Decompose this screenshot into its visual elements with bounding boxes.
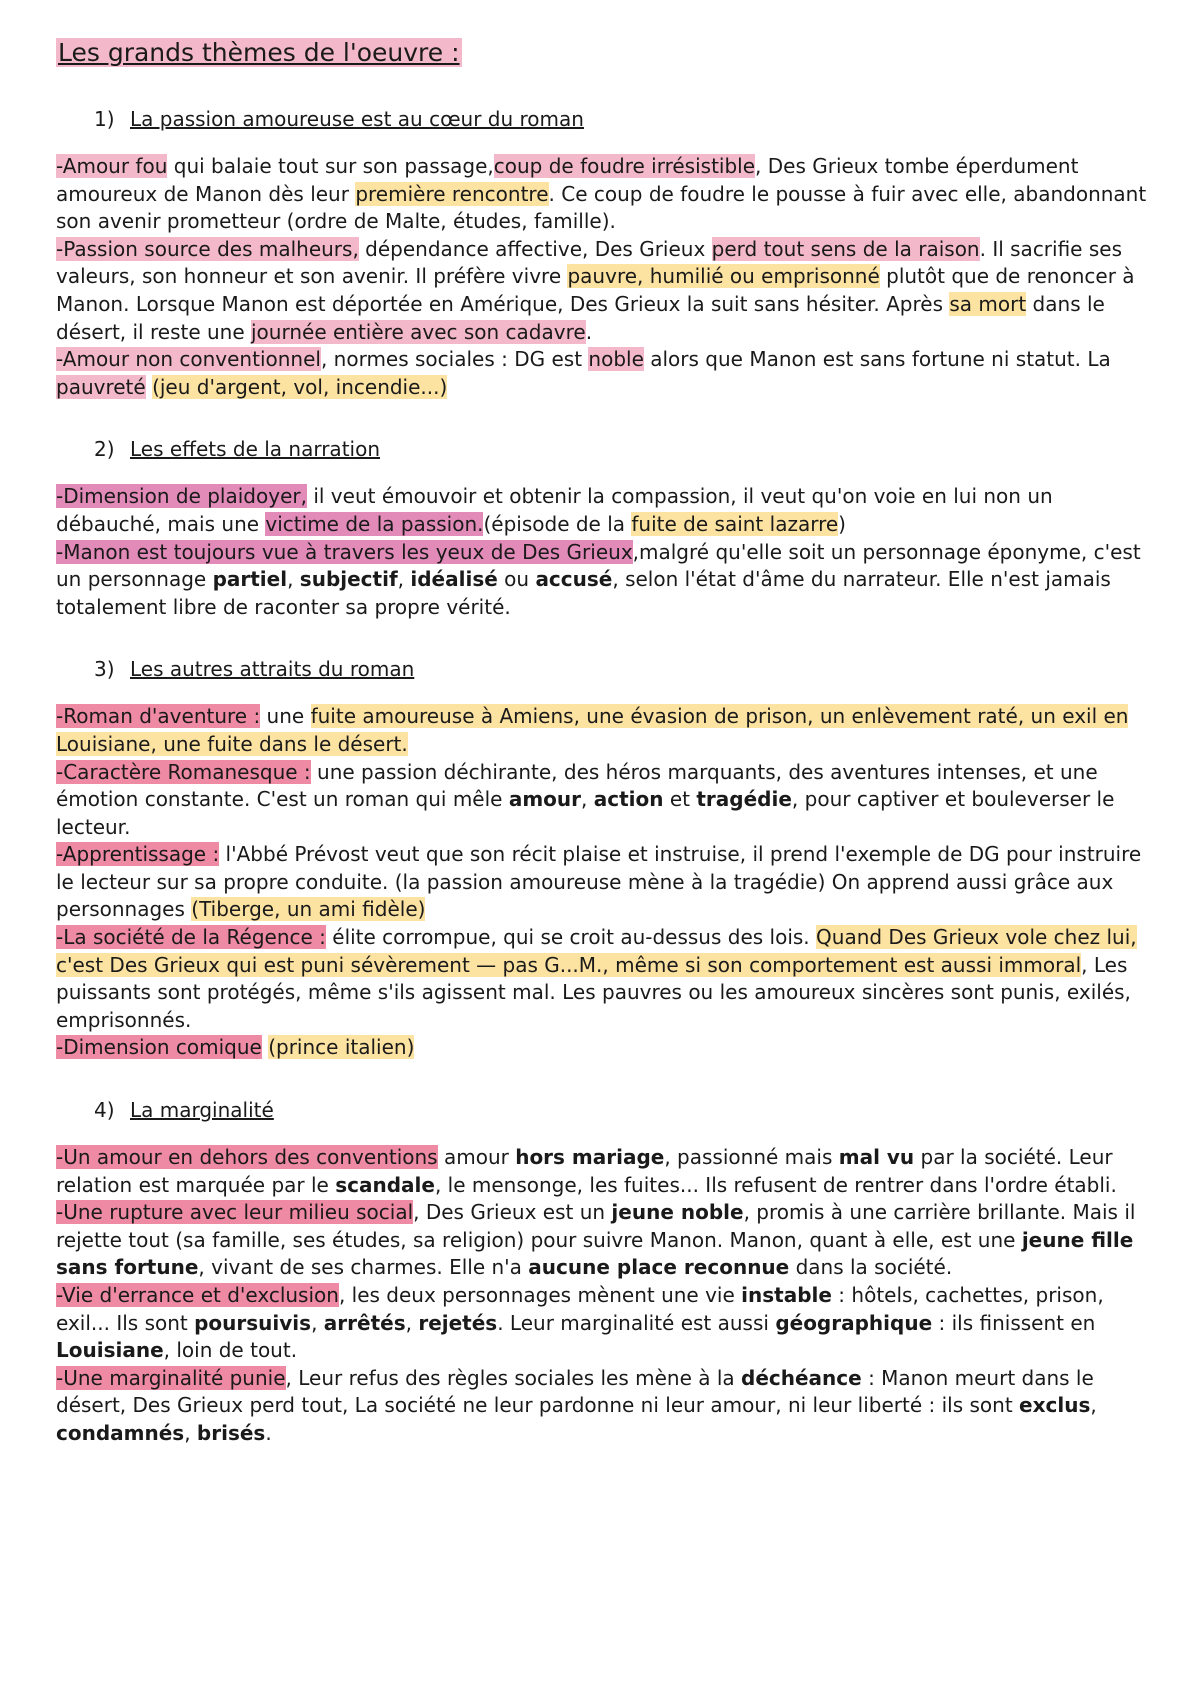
text-run: par la société. Leur relation est marquée par le bbox=[56, 1145, 1113, 1197]
text-run: qui balaie tout sur son passage, bbox=[167, 154, 494, 178]
highlighted-text: (jeu d'argent, vol, incendie...) bbox=[152, 374, 448, 399]
bold-text: action bbox=[593, 787, 664, 812]
text-run: , Leur refus des règles sociales les mène à la bbox=[285, 1365, 742, 1390]
text-run: il veut émouvoir et obtenir la compassion, il veut qu'on voie en lui non un débauché, mais une bbox=[56, 484, 1053, 536]
highlighted-text: -Amour non conventionnel bbox=[56, 347, 321, 372]
section-number: 2) bbox=[94, 437, 115, 462]
bold-text: mal vu bbox=[838, 1145, 915, 1170]
highlighted-text: victime de la passion. bbox=[265, 511, 484, 536]
text-run: , bbox=[405, 1310, 419, 1335]
bold-text: condamnés bbox=[56, 1420, 185, 1445]
paragraph bbox=[56, 1144, 1160, 1199]
bold-text: rejetés bbox=[418, 1310, 498, 1335]
text-run: : Manon meurt dans le désert, Des Grieux perd tout, La société ne leur pardonne ni leur amour, ni leur liberté : ils sont bbox=[56, 1365, 1094, 1418]
paragraph bbox=[56, 1365, 1160, 1448]
section-spacer bbox=[56, 1448, 1160, 1466]
text-run: dépendance affective, Des Grieux bbox=[358, 236, 712, 261]
bold-text: déchéance bbox=[741, 1365, 862, 1390]
bold-text: arrêtés bbox=[323, 1310, 406, 1335]
text-run: l'Abbé Prévost veut que son récit plaise et instruise, il prend l'exemple de DG pour instruire le lecteur sur sa propre conduite. (la passion amoureuse mène à la tragédie) On apprend aussi grâce aux personnages bbox=[56, 842, 1142, 922]
section-number: 4) bbox=[94, 1098, 115, 1123]
section-title: La passion amoureuse est au cœur du roman bbox=[130, 107, 584, 131]
paragraph bbox=[56, 539, 1160, 622]
section-spacer bbox=[56, 401, 1160, 419]
highlighted-text: Quand Des Grieux vole chez lui, c'est Des Grieux qui est puni sévèrement — pas G...M., même si son comportement est aussi immoral bbox=[56, 925, 1137, 977]
paragraph bbox=[56, 153, 1160, 236]
highlighted-text: noble bbox=[588, 347, 644, 372]
highlighted-text: journée entière avec son cadavre bbox=[251, 319, 586, 344]
text-run: , normes sociales : DG est bbox=[320, 347, 589, 372]
bold-text: aucune place reconnue bbox=[528, 1255, 790, 1280]
text-run: , Des Grieux est un bbox=[413, 1200, 612, 1225]
text-run: , bbox=[397, 567, 411, 592]
bold-text: Louisiane bbox=[56, 1338, 164, 1363]
bold-text: idéalisé bbox=[410, 567, 498, 592]
highlighted-text: -Vie d'errance et d'exclusion bbox=[56, 1283, 339, 1307]
text-run: ou bbox=[497, 567, 536, 592]
highlighted-text: perd tout sens de la raison bbox=[711, 236, 980, 261]
text-run: alors que Manon est sans fortune ni statut. La bbox=[643, 347, 1111, 372]
text-run: . Leur marginalité est aussi bbox=[497, 1310, 776, 1335]
text-run: . Ce coup de foudre le pousse à fuir avec elle, abandonnant son avenir prometteur (ordre de Malte, études, famille). bbox=[56, 181, 1147, 234]
section-heading bbox=[94, 437, 1160, 461]
text-run: . bbox=[585, 319, 593, 344]
section-title: Les effets de la narration bbox=[130, 437, 380, 462]
highlighted-text: -Roman d'aventure : bbox=[56, 704, 261, 729]
section-title: La marginalité bbox=[130, 1098, 274, 1123]
text-run: , Les puissants sont protégés, même s'ils agissent mal. Les pauvres ou les amoureux sincères sont punis, exilés, emprisonnés. bbox=[56, 952, 1131, 1032]
text-run: une bbox=[260, 704, 311, 729]
paragraph bbox=[56, 483, 1160, 538]
paragraph bbox=[56, 346, 1160, 401]
text-run: , bbox=[311, 1310, 324, 1335]
text-run: , bbox=[287, 567, 300, 592]
highlighted-text: (Tiberge, un ami fidèle) bbox=[191, 897, 426, 922]
highlighted-text: sa mort bbox=[949, 291, 1027, 316]
text-run: . bbox=[265, 1420, 272, 1445]
highlighted-text: -Dimension comique bbox=[56, 1035, 262, 1060]
paragraph bbox=[56, 1199, 1160, 1282]
bold-text: jeune fille sans fortune bbox=[56, 1227, 1134, 1280]
highlighted-text: pauvreté bbox=[56, 374, 146, 399]
text-run: élite corrompue, qui se croit au-dessus des lois. bbox=[325, 925, 817, 950]
bold-text: partiel bbox=[212, 567, 288, 592]
section-heading bbox=[94, 657, 1160, 681]
highlighted-text: fuite amoureuse à Amiens, une évasion de prison, un enlèvement raté, un exil en Louisiane, une fuite dans le désert. bbox=[56, 704, 1129, 756]
paragraph bbox=[56, 924, 1160, 1034]
text-run: , promis à une carrière brillante. Mais il rejette tout (sa famille, ses études, sa religion) pour suivre Manon. Manon, quant à elle, est une bbox=[56, 1200, 1136, 1252]
text-run: , les deux personnages mènent une vie bbox=[338, 1283, 742, 1307]
section-spacer bbox=[56, 621, 1160, 639]
paragraph bbox=[56, 236, 1160, 346]
highlighted-text: première rencontre bbox=[355, 181, 549, 206]
bold-text: géographique bbox=[775, 1310, 933, 1335]
sections-container bbox=[56, 107, 1160, 1466]
bold-text: poursuivis bbox=[194, 1310, 312, 1335]
highlighted-text: -Amour fou bbox=[56, 154, 168, 178]
paragraph bbox=[56, 841, 1160, 924]
section-heading bbox=[94, 107, 1160, 131]
text-run: . Il sacrifie ses valeurs, son honneur et son avenir. Il préfère vivre bbox=[56, 236, 1122, 289]
section-spacer bbox=[56, 1062, 1160, 1080]
text-run: plutôt que de renoncer à Manon. Lorsque Manon est déportée en Amérique, Des Grieux la suit sans hésiter. Après bbox=[56, 264, 1135, 316]
section-number: 3) bbox=[94, 657, 115, 682]
text-run: ,malgré qu'elle soit un personnage éponyme, c'est un personnage bbox=[56, 539, 1141, 592]
highlighted-text: -Un amour en dehors des conventions bbox=[56, 1145, 438, 1170]
text-run: et bbox=[663, 787, 697, 812]
text-run: , passionné mais bbox=[664, 1145, 839, 1170]
highlighted-text: -Caractère Romanesque : bbox=[56, 759, 311, 784]
text-run: une passion déchirante, des héros marquants, des aventures intenses, et une émotion constante. C'est un roman qui mêle bbox=[56, 759, 1098, 812]
bold-text: exclus bbox=[1019, 1393, 1091, 1418]
paragraph bbox=[56, 759, 1160, 842]
bold-text: instable bbox=[741, 1283, 832, 1307]
text-run: : hôtels, cachettes, prison, exil... Ils sont bbox=[56, 1283, 1104, 1335]
highlighted-text: (prince italien) bbox=[268, 1035, 415, 1060]
highlighted-text: -Une marginalité punie bbox=[56, 1365, 286, 1390]
highlighted-text: pauvre, humilié ou emprisonné bbox=[567, 264, 880, 289]
page-title: Les grands thèmes de l'oeuvre : bbox=[58, 38, 460, 67]
bold-text: subjectif bbox=[299, 567, 398, 592]
text-run: , loin de tout. bbox=[163, 1338, 298, 1363]
bold-text: brisés bbox=[196, 1420, 266, 1445]
bold-text: hors mariage bbox=[515, 1145, 665, 1170]
text-run: , selon l'état d'âme du narrateur. Elle n'est jamais totalement libre de raconter sa propre vérité. bbox=[56, 567, 1111, 619]
highlighted-text: -Passion source des malheurs, bbox=[56, 236, 359, 261]
text-run: , pour captiver et bouleverser le lecteur. bbox=[56, 787, 1115, 839]
text-run: , bbox=[184, 1420, 197, 1445]
section-heading bbox=[94, 1098, 1160, 1122]
document-page bbox=[56, 38, 1160, 1466]
bold-text: tragédie bbox=[696, 787, 792, 812]
highlighted-text: fuite de saint lazarre bbox=[631, 511, 839, 536]
text-run: , bbox=[1090, 1393, 1097, 1418]
paragraph bbox=[56, 1282, 1160, 1365]
bold-text: amour bbox=[508, 787, 582, 812]
bold-text: scandale bbox=[335, 1172, 435, 1197]
text-run: , le mensonge, les fuites... Ils refusent de rentrer dans l'ordre établi. bbox=[434, 1172, 1117, 1197]
bold-text: accusé bbox=[535, 567, 613, 592]
highlighted-text: -Dimension de plaidoyer, bbox=[56, 484, 307, 509]
section-title: Les autres attraits du roman bbox=[130, 657, 415, 682]
highlighted-text: -Manon est toujours vue à travers les yeux de Des Grieux bbox=[56, 539, 633, 564]
paragraph bbox=[56, 703, 1160, 758]
section-number: 1) bbox=[94, 107, 115, 131]
text-run: , bbox=[581, 787, 594, 812]
highlighted-text: -Apprentissage : bbox=[56, 842, 220, 867]
text-run: dans la société. bbox=[789, 1255, 953, 1280]
text-run: , Des Grieux tombe éperdument amoureux de Manon dès leur bbox=[56, 154, 1079, 206]
paragraph bbox=[56, 1034, 1160, 1062]
text-run: dans le désert, il reste une bbox=[56, 291, 1105, 344]
text-run: amour bbox=[437, 1145, 516, 1170]
text-run: (épisode de la bbox=[483, 511, 632, 536]
text-run: , vivant de ses charmes. Elle n'a bbox=[198, 1255, 529, 1280]
text-run: : ils finissent en bbox=[932, 1310, 1096, 1335]
text-run: ) bbox=[838, 511, 846, 536]
bold-text: jeune noble bbox=[611, 1200, 744, 1225]
highlighted-text: coup de foudre irrésistible bbox=[493, 154, 756, 178]
highlighted-text: -Une rupture avec leur milieu social bbox=[56, 1200, 414, 1225]
highlighted-text: -La société de la Régence : bbox=[56, 925, 326, 950]
